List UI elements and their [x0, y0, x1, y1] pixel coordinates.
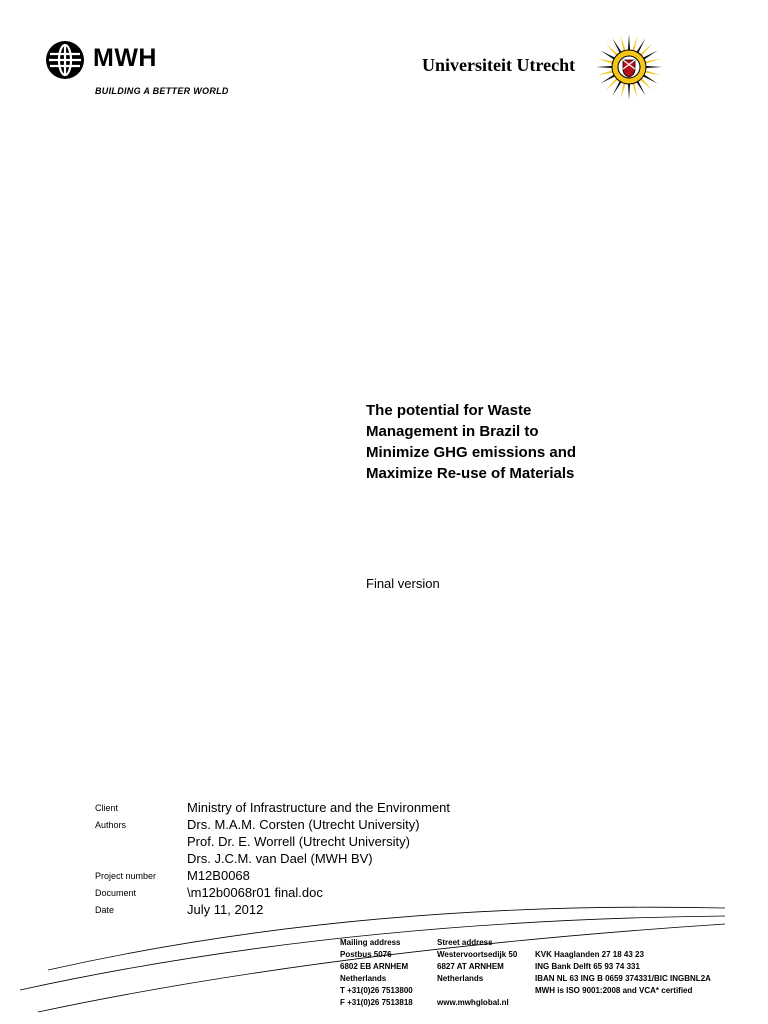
mailing-line: Netherlands	[340, 974, 387, 983]
mailing-address	[340, 937, 413, 1009]
title-line: Maximize Re-use of Materials	[366, 465, 575, 482]
street-line: Westervoortsedijk 50	[437, 950, 518, 959]
sun-ray	[644, 58, 661, 63]
author-value: Drs. J.C.M. van Dael (MWH BV)	[187, 851, 373, 866]
title-line: Management in Brazil to	[366, 423, 539, 440]
sun-ray	[632, 82, 637, 99]
street-line	[437, 985, 517, 997]
legal-line	[535, 937, 711, 949]
project-value: M12B0068	[187, 868, 250, 883]
sun-ray	[597, 70, 614, 75]
client-value: Ministry of Infrastructure and the Environment	[187, 800, 451, 815]
street-line: 6827 AT ARNHEM	[437, 962, 504, 971]
mailing-line: Mailing address	[340, 938, 401, 947]
document-title	[366, 400, 626, 484]
client-label: Client	[95, 803, 119, 813]
date-value: July 11, 2012	[187, 902, 264, 917]
legal-line: ING Bank Delft 65 93 74 331	[535, 962, 640, 971]
legal-line: KVK Haaglanden 27 18 43 23	[535, 950, 644, 959]
document-value: \m12b0068r01 final.doc	[187, 885, 323, 900]
meta-row-author	[95, 851, 515, 868]
author-value: Drs. M.A.M. Corsten (Utrecht University)	[187, 817, 420, 832]
meta-row-author	[95, 834, 515, 851]
sun-ray	[596, 66, 613, 68]
sun-ray	[645, 66, 662, 68]
sun-ray	[620, 35, 625, 52]
mailing-line: T +31(0)26 7513800	[340, 986, 413, 995]
street-address	[437, 937, 517, 1009]
authors-label: Authors	[95, 820, 127, 830]
mwh-logo-text: MWH	[93, 44, 157, 72]
author-value: Prof. Dr. E. Worrell (Utrecht University)	[187, 834, 410, 849]
sun-ray	[632, 35, 637, 52]
date-label: Date	[95, 905, 115, 915]
mailing-line: Postbus 5076	[340, 950, 392, 959]
sun-ray	[644, 70, 661, 75]
mwh-tagline: BUILDING A BETTER WORLD	[95, 86, 229, 96]
legal-info	[535, 937, 711, 997]
street-line: Street address	[437, 938, 493, 947]
sun-ray	[628, 83, 630, 100]
sun-ray	[620, 82, 625, 99]
sun-seal-icon	[595, 33, 663, 101]
meta-row-client	[95, 800, 515, 817]
sun-ray	[628, 34, 630, 51]
sun-ray	[597, 58, 614, 63]
title-line: The potential for Waste	[366, 402, 532, 419]
mwh-logo	[45, 40, 245, 100]
website-link[interactable]: www.mwhglobal.nl	[437, 998, 509, 1007]
title-line: Minimize GHG emissions and	[366, 444, 577, 461]
document-label: Document	[95, 888, 137, 898]
uu-logo-text: Universiteit Utrecht	[422, 55, 576, 75]
legal-line: IBAN NL 63 ING B 0659 374331/BIC INGBNL2A	[535, 974, 711, 983]
project-label: Project number	[95, 871, 157, 881]
legal-line: MWH is ISO 9001:2008 and VCA* certified	[535, 986, 693, 995]
mailing-line: F +31(0)26 7513818	[340, 998, 413, 1007]
mailing-line: 6802 EB ARNHEM	[340, 962, 409, 971]
street-line: Netherlands	[437, 974, 484, 983]
document-version: Final version	[366, 576, 440, 591]
meta-row-authors	[95, 817, 515, 834]
globe-icon	[45, 40, 85, 80]
